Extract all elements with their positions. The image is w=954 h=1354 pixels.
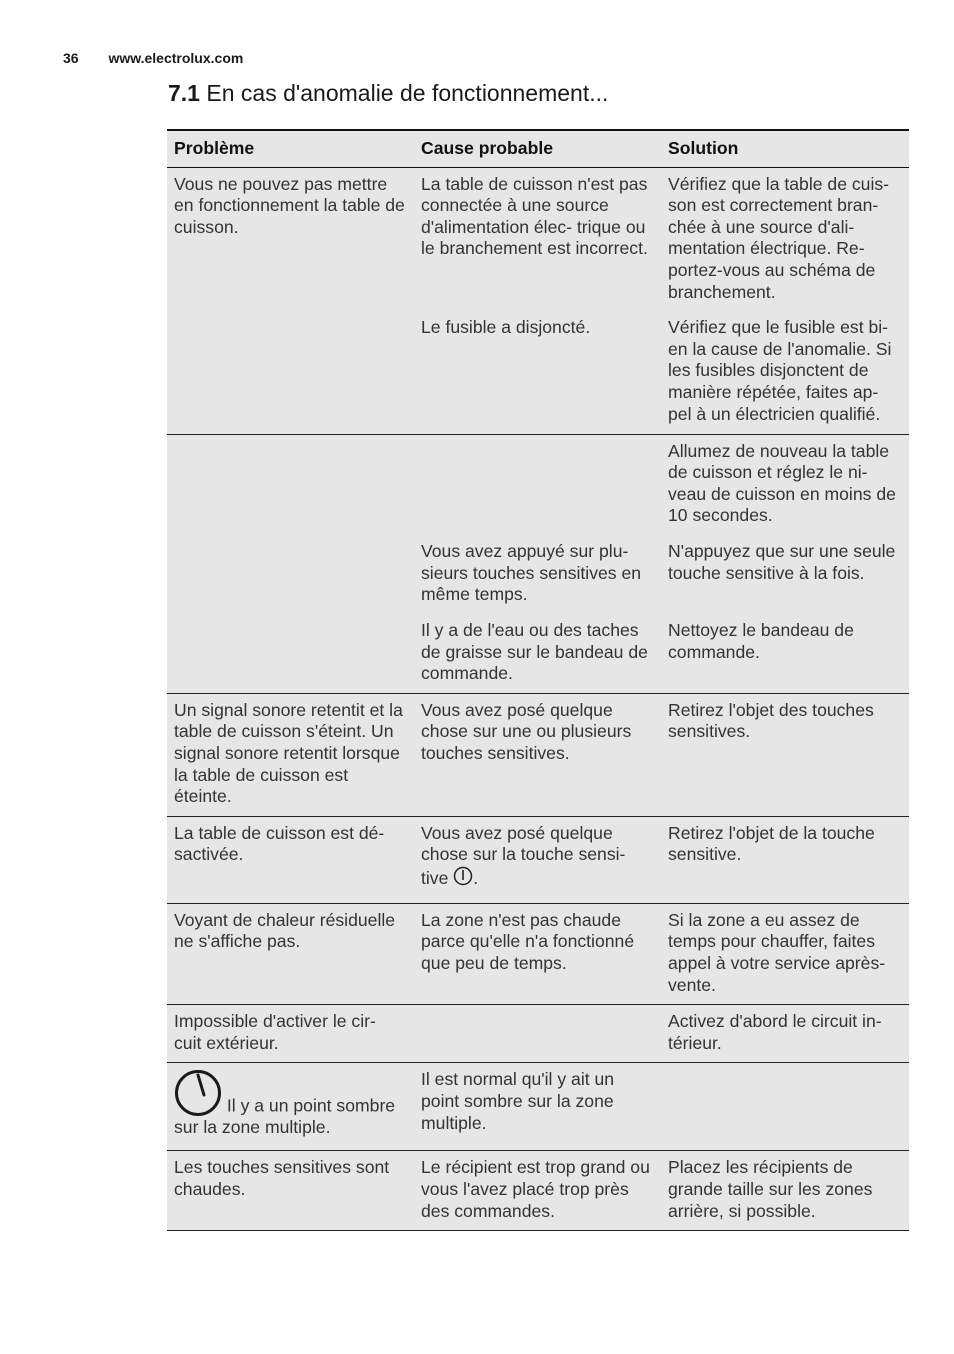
cell-cause: Il est normal qu'il y ait un point sombre sur la zone multiple. [414, 1063, 661, 1151]
cell-cause: Il y a de l'eau ou des taches de graisse sur le bandeau de commande. [414, 614, 661, 693]
cell-solution: Placez les récipients de grande taille sur les zones arrière, si possible. [661, 1151, 909, 1231]
cell-problem: La table de cuisson est dé- sactivée. [167, 816, 414, 903]
column-header-problem: Problème [167, 130, 414, 167]
cell-problem: Voyant de chaleur résiduelle ne s'affiche pas. [167, 903, 414, 1004]
multiple-zone-dial-icon [174, 1069, 222, 1117]
cell-problem: Les touches sensitives sont chaudes. [167, 1151, 414, 1231]
cell-cause [414, 1005, 661, 1063]
cell-cause: La table de cuisson n'est pas connectée à une source d'alimentation élec- trique ou le branchement est incorrect. [414, 167, 661, 311]
cell-solution: Vérifiez que le fusible est bi- en la cause de l'anomalie. Si les fusibles disjonctent de manière répétée, faites ap- pel à un électricien qualifié. [661, 311, 909, 434]
problem-text: Il y a un point sombre sur la zone multiple. [174, 1095, 396, 1138]
cell-problem [167, 311, 414, 434]
cell-solution: Nettoyez le bandeau de commande. [661, 614, 909, 693]
page-header [63, 50, 243, 66]
table-row [167, 1005, 909, 1063]
cell-problem: Impossible d'activer le cir- cuit extérieur. [167, 1005, 414, 1063]
table-header-row [167, 130, 909, 167]
cell-problem [167, 434, 414, 535]
table-row [167, 535, 909, 614]
column-header-solution: Solution [661, 130, 909, 167]
cell-solution: Retirez l'objet des touches sensitives. [661, 693, 909, 816]
section-title-text: En cas d'anomalie de fonctionnement... [206, 80, 609, 106]
cell-solution: Vérifiez que la table de cuis- son est correctement bran- chée à une source d'ali- mentation électrique. Re- portez-vous au schéma de branchement. [661, 167, 909, 311]
cell-cause [414, 816, 661, 903]
cell-solution: Retirez l'objet de la touche sensitive. [661, 816, 909, 903]
cell-problem: Vous ne pouvez pas mettre en fonctionnement la table de cuisson. [167, 167, 414, 311]
cause-text-suffix: . [473, 867, 479, 888]
cell-problem [167, 614, 414, 693]
section-number: 7.1 [168, 80, 200, 106]
table-row [167, 614, 909, 693]
table-row [167, 167, 909, 311]
cell-cause: Vous avez posé quelque chose sur une ou plusieurs touches sensitives. [414, 693, 661, 816]
page-number: 36 [63, 50, 79, 66]
cell-solution: N'appuyez que sur une seule touche sensitive à la fois. [661, 535, 909, 614]
table-row [167, 1063, 909, 1151]
cell-problem [167, 535, 414, 614]
cause-text: Vous avez posé quelque chose sur la touche sensi- tive [421, 822, 626, 888]
troubleshooting-table [167, 129, 909, 1231]
table-row [167, 693, 909, 816]
cell-cause: Le récipient est trop grand ou vous l'avez placé trop près des commandes. [414, 1151, 661, 1231]
table-row [167, 816, 909, 903]
site-url: www.electrolux.com [108, 50, 244, 66]
cell-cause: Vous avez appuyé sur plu- sieurs touches sensitives en même temps. [414, 535, 661, 614]
table-row [167, 1151, 909, 1231]
cell-solution: Activez d'abord le circuit in- térieur. [661, 1005, 909, 1063]
cell-problem: Un signal sonore retentit et la table de cuisson s'éteint. Un signal sonore retentit lorsque la table de cuisson est éteinte. [167, 693, 414, 816]
section-title [168, 80, 608, 107]
cell-solution [661, 1063, 909, 1151]
cell-cause: La zone n'est pas chaude parce qu'elle n'a fonctionné que peu de temps. [414, 903, 661, 1004]
column-header-cause: Cause probable [414, 130, 661, 167]
cell-solution: Si la zone a eu assez de temps pour chauffer, faites appel à votre service après- vente. [661, 903, 909, 1004]
table-row [167, 903, 909, 1004]
cell-solution: Allumez de nouveau la table de cuisson et réglez le ni- veau de cuisson en moins de 10 secondes. [661, 434, 909, 535]
cell-cause [414, 434, 661, 535]
power-button-icon [453, 866, 473, 886]
cell-cause: Le fusible a disjoncté. [414, 311, 661, 434]
table-row [167, 434, 909, 535]
table-row [167, 311, 909, 434]
cell-problem [167, 1063, 414, 1151]
